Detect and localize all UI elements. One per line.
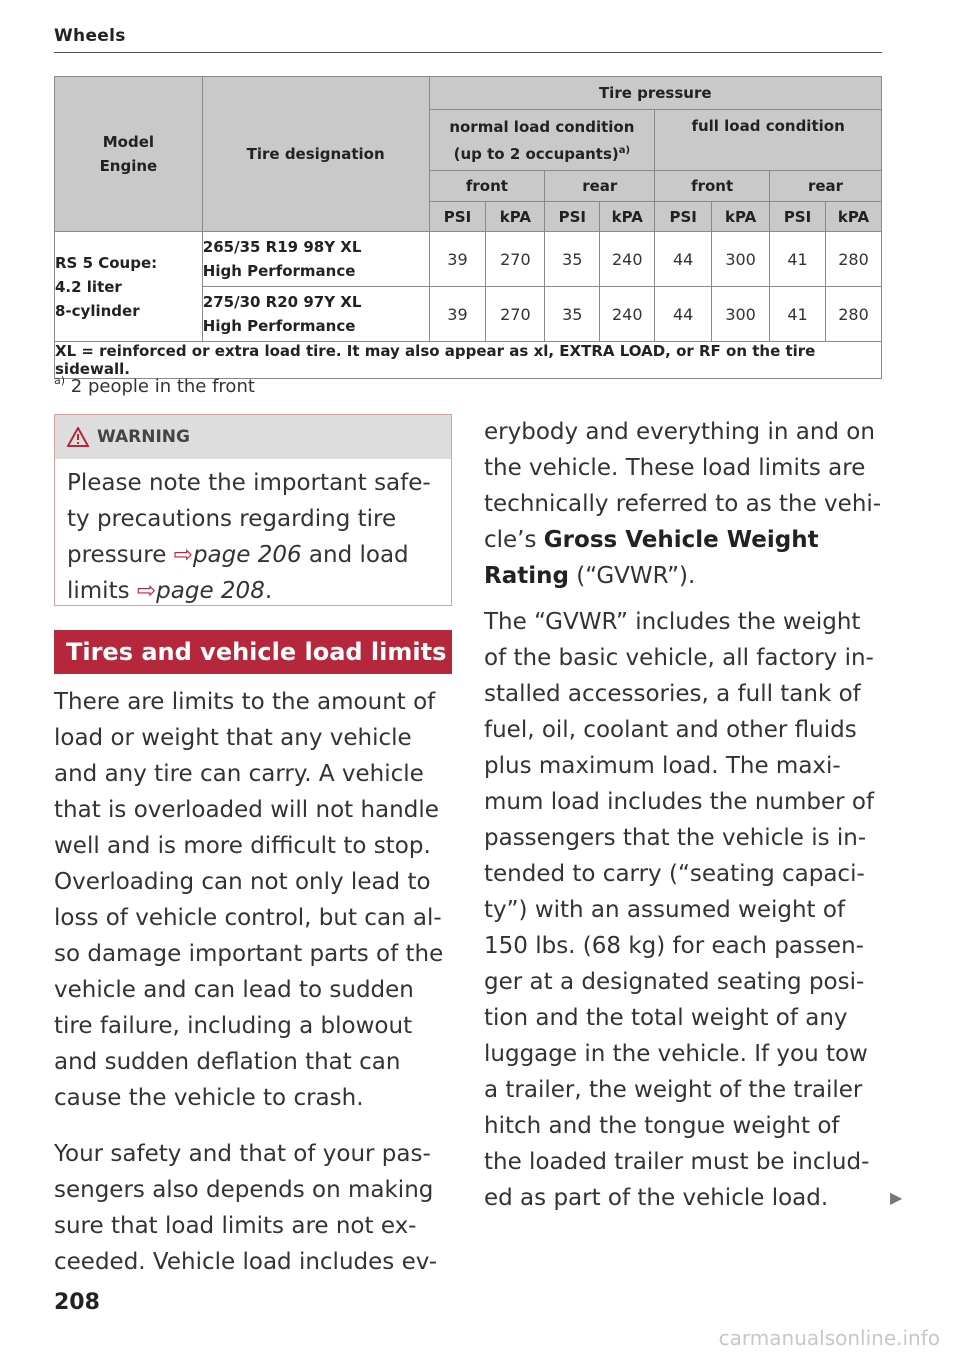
pressure-value: 39	[429, 287, 486, 342]
warning-text-part: .	[264, 578, 273, 604]
body-paragraph: Your safety and that of your pas-sengers also depends on making sure that load limits are not ex-ceeded. Vehicle load includes ev-	[54, 1141, 438, 1275]
tire-spec-cell	[202, 232, 429, 287]
model-line: 8-cylinder	[55, 301, 140, 320]
full-rear-header: rear	[770, 171, 882, 202]
unit-psi: PSI	[545, 202, 600, 232]
pressure-value: 41	[770, 232, 826, 287]
full-load-header: full load condition	[655, 110, 882, 171]
pressure-value: 240	[600, 232, 655, 287]
model-label: Model	[102, 133, 155, 151]
footnote-marker: a)	[54, 374, 66, 387]
unit-kpa: kPA	[486, 202, 545, 232]
unit-kpa: kPA	[600, 202, 655, 232]
body-paragraph: The “GVWR” includes the weight of the basic vehicle, all factory in-stalled accessories, a full tank of fuel, oil, coolant and other fluids plus maximum load. The maxi-mum load includes the number of passengers that the vehicle is in-tended to carry (“seating capaci-ty”) with an assumed weight of 150 lbs. (68 kg) for each passen-ger at a designated seating posi-tion and the total weight of any luggage in the vehicle. If you tow a trailer, the weight of the trailer hitch and the tongue weight of the loaded trailer must be includ-ed as part of the vehicle load.	[484, 609, 875, 1211]
warning-text-part: and load limits	[67, 542, 409, 604]
tire-pressure-table	[54, 76, 882, 379]
arrow-right-icon: ⇨	[173, 542, 193, 568]
model-line: RS 5 Coupe:	[55, 253, 158, 272]
warning-header	[55, 415, 451, 459]
section-header: Wheels	[54, 26, 126, 46]
watermark: carmanualsonline.info	[718, 1326, 940, 1350]
normal-load-label: normal load condition	[449, 117, 635, 136]
model-engine-header	[55, 77, 203, 232]
section-title: Tires and vehicle load limits	[54, 630, 452, 674]
footnote-marker: a)	[618, 144, 631, 156]
warning-triangle-icon	[67, 427, 89, 447]
unit-kpa: kPA	[712, 202, 770, 232]
pressure-value: 39	[429, 232, 486, 287]
arrow-right-icon: ⇨	[136, 578, 157, 604]
page-number: 208	[54, 1290, 100, 1315]
pressure-value: 300	[712, 232, 770, 287]
pressure-value: 240	[600, 287, 655, 342]
table-note: XL = reinforced or extra load tire. It may also appear as xl, EXTRA LOAD, or RF on the tire sidewall.	[55, 342, 882, 379]
model-cell	[55, 232, 203, 342]
normal-rear-header: rear	[545, 171, 655, 202]
unit-kpa: kPA	[825, 202, 881, 232]
unit-psi: PSI	[429, 202, 486, 232]
pressure-value: 44	[655, 232, 712, 287]
pressure-value: 280	[825, 287, 881, 342]
pressure-value: 270	[486, 287, 545, 342]
pressure-value: 300	[712, 287, 770, 342]
tire-size: 275/30 R20 97Y XL	[202, 293, 362, 311]
warning-title: WARNING	[97, 427, 190, 447]
pressure-value: 270	[486, 232, 545, 287]
tire-type: High Performance	[202, 262, 356, 280]
tire-spec-cell	[202, 287, 429, 342]
engine-label: Engine	[99, 157, 158, 175]
header-rule	[54, 52, 882, 53]
footnote	[54, 376, 255, 397]
tire-pressure-header: Tire pressure	[429, 77, 882, 110]
body-text-part: (“GVWR”).	[568, 563, 696, 589]
normal-front-header: front	[429, 171, 545, 202]
pressure-value: 44	[655, 287, 712, 342]
warning-text	[55, 459, 451, 609]
footnote-text: 2 people in the front	[70, 376, 255, 397]
page-reference-link[interactable]: page 208	[156, 578, 265, 604]
pressure-value: 280	[825, 232, 881, 287]
full-front-header: front	[655, 171, 770, 202]
warning-text-part: Please note the important safe-ty precautions regarding tire pressure	[67, 470, 431, 568]
body-text-part: erybody and everything in and on the vehicle. These load limits are technically referred to as the vehi-cle’s	[484, 419, 882, 553]
table-row	[55, 232, 882, 287]
pressure-value: 35	[545, 232, 600, 287]
pressure-value: 41	[770, 287, 826, 342]
unit-psi: PSI	[770, 202, 826, 232]
page-reference-link[interactable]: page 206	[192, 542, 302, 568]
model-line: 4.2 liter	[55, 277, 122, 296]
body-paragraph: There are limits to the amount of load or weight that any vehicle and any tire can carry. A vehicle that is overloaded will not handle well and is more difficult to stop. Overloading can not only lead to loss of vehicle control, but can al-so damage important parts of the vehicle and can lead to sudden tire failure, including a blowout and sudden deflation that can cause the vehicle to crash.	[54, 689, 444, 1111]
normal-load-header	[429, 110, 655, 171]
unit-psi: PSI	[655, 202, 712, 232]
tire-type: High Performance	[202, 317, 356, 335]
pressure-value: 35	[545, 287, 600, 342]
tire-designation-header: Tire designation	[202, 77, 429, 232]
tire-size: 265/35 R19 98Y XL	[202, 238, 362, 256]
body-paragraph	[484, 414, 884, 594]
warning-box	[54, 414, 452, 606]
continue-arrow-icon: ▶	[890, 1188, 903, 1207]
normal-load-sublabel: (up to 2 occupants)	[453, 144, 619, 163]
gvwr-term: Gross Vehicle Weight Rating	[484, 527, 819, 589]
